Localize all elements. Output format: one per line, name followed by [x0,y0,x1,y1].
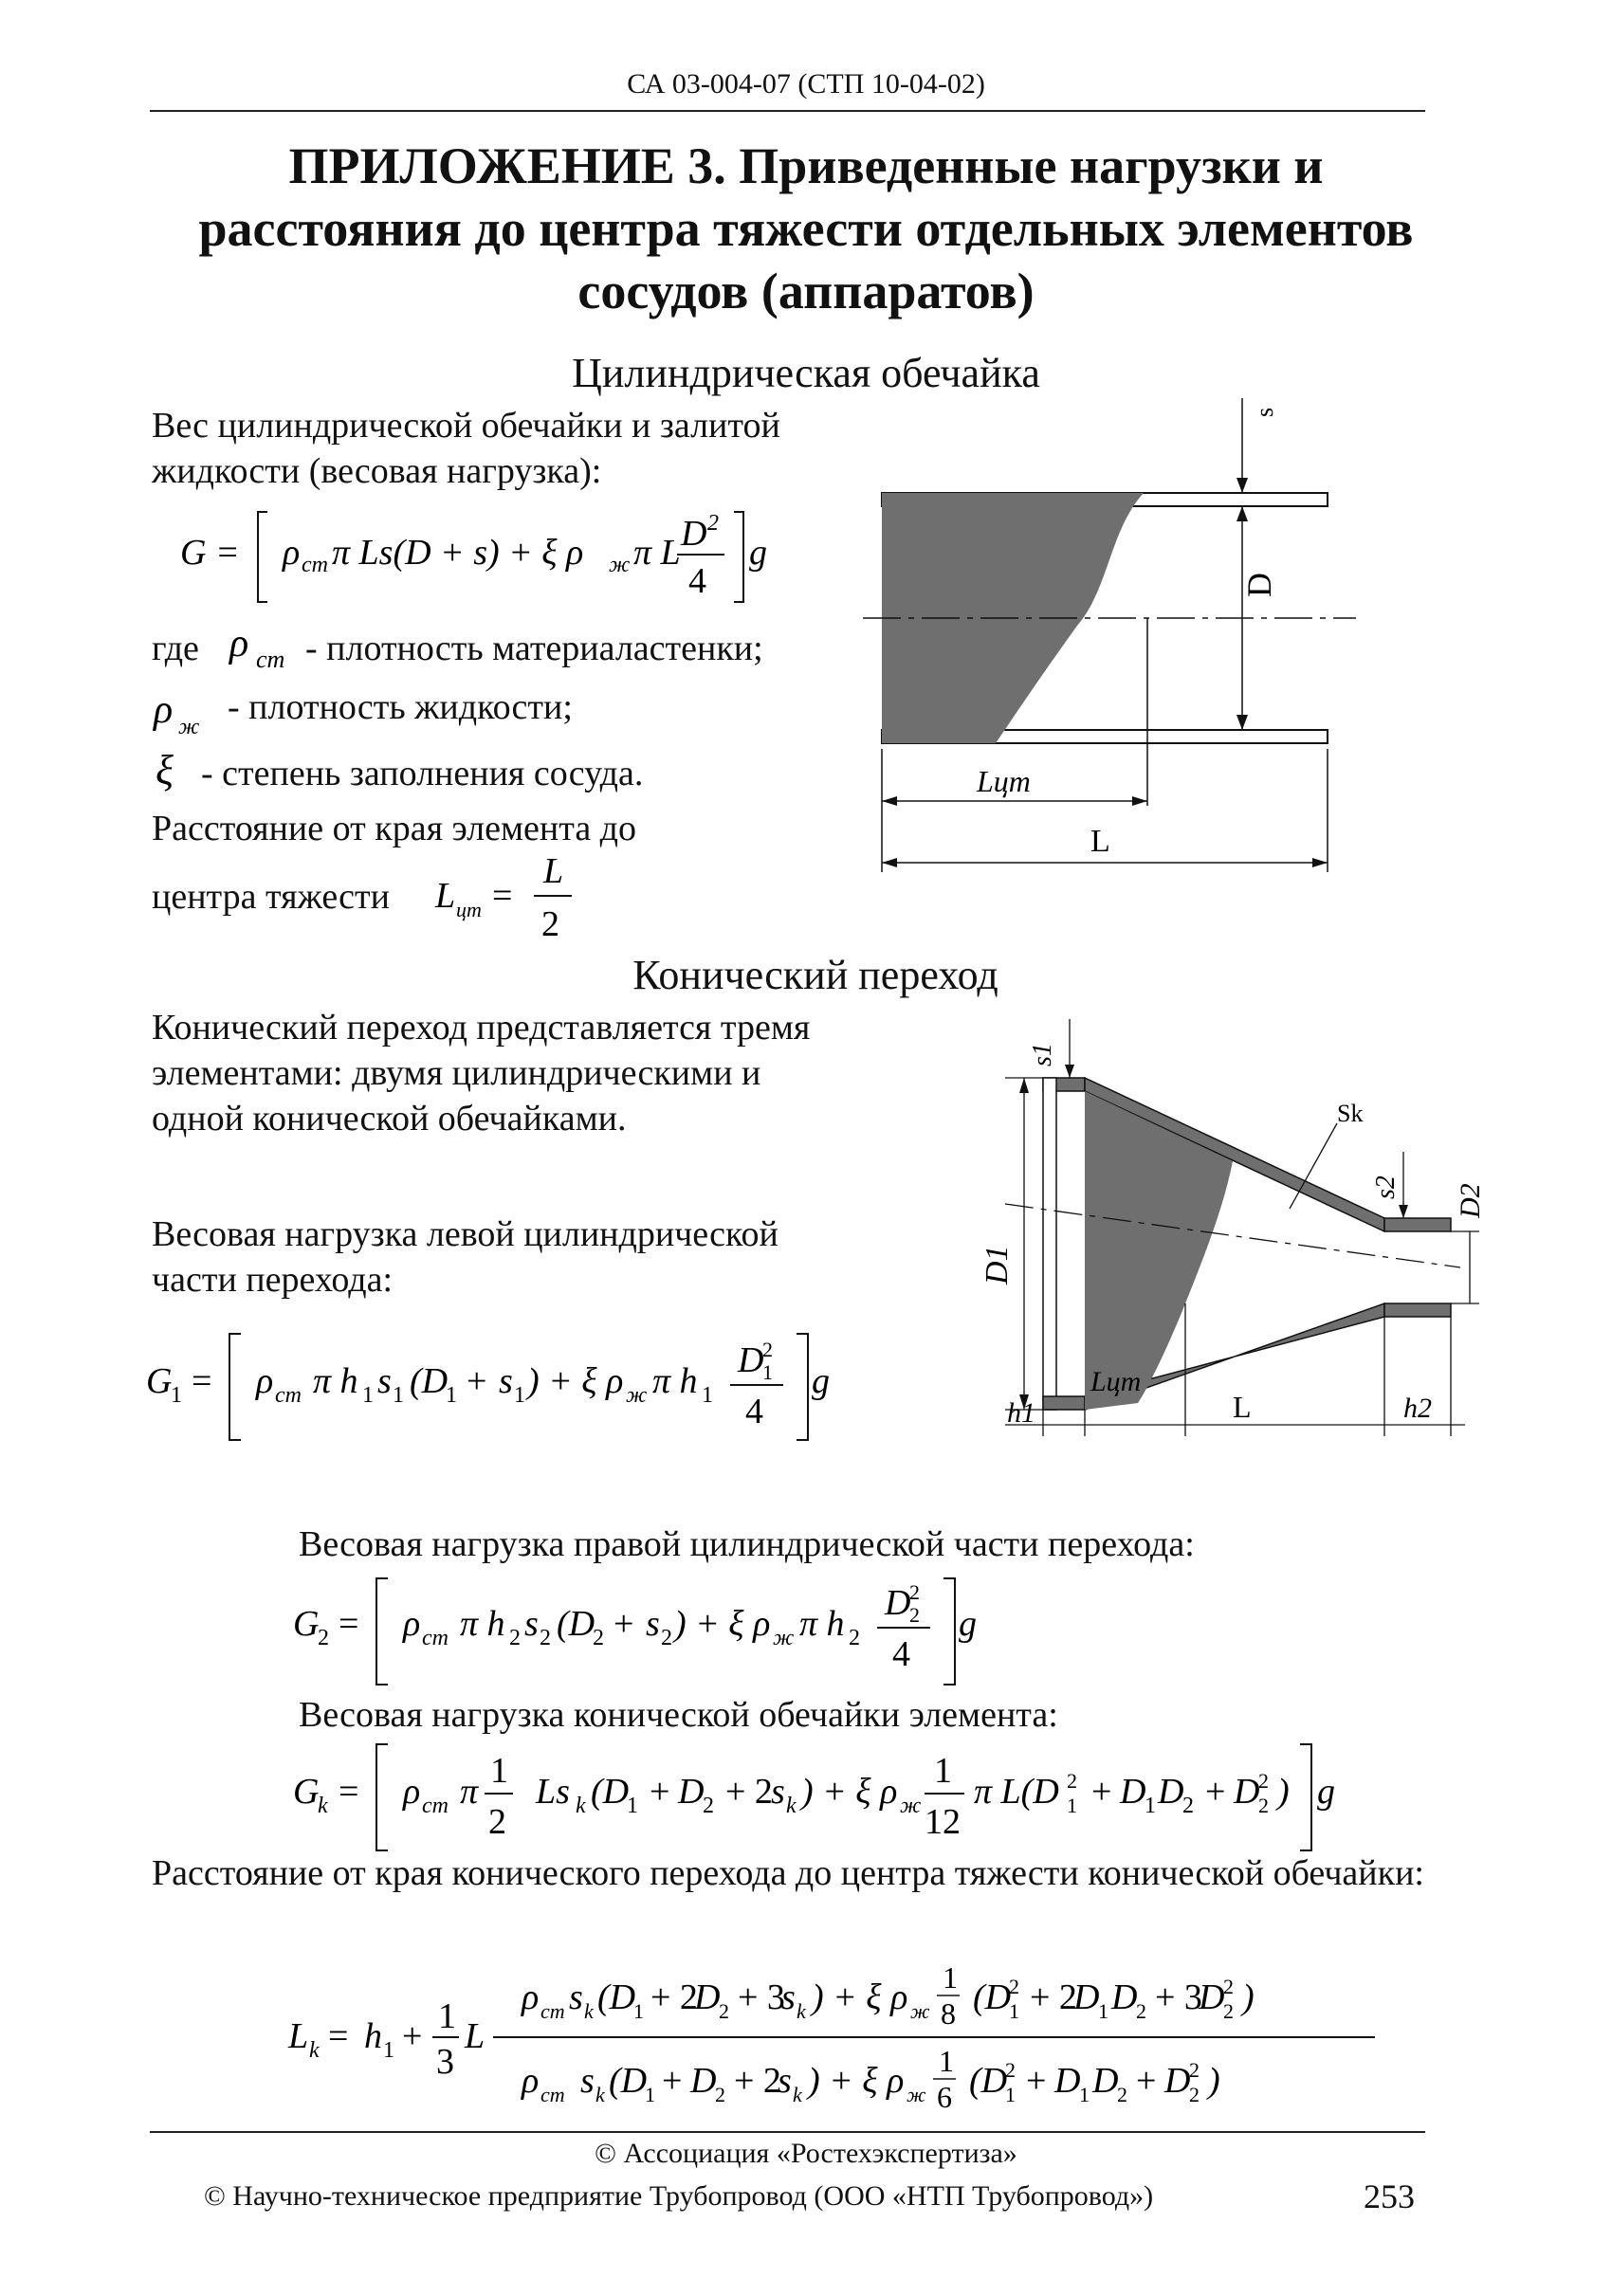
svg-text:cm: cm [275,1383,302,1408]
formula-cone-shell [289,1735,1503,1858]
svg-text:(D: (D [557,1604,595,1644]
svg-text:(D: (D [410,1361,449,1401]
cylinder-shell-figure [853,398,1441,901]
label-D1: D1 [980,1245,1015,1285]
svg-text:) + ξ ρ: ) + ξ ρ [812,1977,908,2017]
svg-text:ж: ж [626,1383,648,1408]
svg-text:+: + [402,2016,423,2056]
svg-text:D: D [690,2061,717,2101]
cylinder-intro: Вес цилиндрической обечайки и залитой жидкости (весовая нагрузка): [152,406,780,491]
svg-text:s: s [781,1977,796,2017]
svg-text:ж: ж [900,1794,922,1818]
svg-text:ж: ж [773,1626,795,1650]
svg-text:12: 12 [925,1802,961,1842]
svg-text:=: = [492,876,513,916]
svg-text:2: 2 [719,1999,729,2023]
svg-text:(D: (D [591,1772,630,1812]
svg-text:2: 2 [1223,1975,1234,1998]
label-s: s [1251,407,1278,417]
xi-description: - степень заполнения сосуда. [201,754,644,793]
svg-text:+ 2: + 2 [725,1772,773,1812]
svg-text:ρ: ρ [229,622,249,665]
svg-text:8: 8 [941,1996,956,2031]
svg-text:=: = [339,1772,359,1812]
svg-text:+: + [650,1772,670,1812]
svg-text:s: s [771,1772,785,1812]
svg-text:D: D [1158,1772,1184,1812]
svg-text:L: L [435,876,456,916]
svg-text:1: 1 [1067,1794,1077,1817]
formula-center-distance [431,848,593,953]
svg-text:=: = [328,2016,349,2056]
svg-text:D: D [885,1583,911,1623]
svg-text:g: g [1317,1772,1335,1812]
conical-transition-figure [948,1019,1486,1446]
svg-text:4: 4 [688,561,706,601]
svg-text:L: L [465,2016,485,2056]
svg-text:cm: cm [540,1999,565,2023]
svg-text:1: 1 [490,1751,508,1791]
where-label: где [152,629,199,668]
svg-text:2: 2 [509,1626,521,1650]
page-number: 253 [1364,2178,1415,2215]
svg-text:) + ξ ρ: ) + ξ ρ [801,1772,898,1812]
label-Sk: Sk [1337,1100,1364,1127]
svg-text:1: 1 [446,1383,457,1408]
svg-text:2: 2 [1117,2083,1127,2106]
label-cone-L: L [1233,1390,1252,1424]
svg-text:+: + [662,2061,683,2101]
svg-text:1: 1 [1009,1999,1019,2023]
svg-text:cm: cm [422,1626,449,1650]
svg-text:π h: π h [460,1604,505,1644]
svg-text:G: G [146,1361,173,1401]
svg-text:D: D [678,1772,705,1812]
svg-text:4: 4 [892,1634,910,1674]
label-Lct: Lцт [977,764,1031,798]
svg-text:): ) [1208,2061,1220,2101]
svg-text:1: 1 [633,1999,644,2023]
svg-text:+ 3: + 3 [1155,1977,1202,2017]
svg-text:k: k [584,1999,594,2023]
svg-text:(D: (D [597,1977,636,2017]
svg-text:+ 2: + 2 [734,2061,781,2101]
svg-text:3: 3 [436,2042,454,2082]
svg-text:2: 2 [849,1626,860,1650]
svg-text:D: D [1092,2061,1119,2101]
svg-text:ρ: ρ [522,2061,540,2101]
svg-text:s: s [499,1361,513,1401]
svg-text:ξ: ξ [156,747,174,793]
svg-text:2: 2 [1189,2083,1200,2106]
svg-text:π Ls(D + s) + ξ ρ: π Ls(D + s) + ξ ρ [332,533,584,573]
svg-text:ρ: ρ [403,1604,421,1644]
svg-text:h: h [364,2016,382,2056]
rho-st-symbol [228,618,303,675]
formula-left-cylinder [142,1322,863,1446]
svg-text:D: D [1199,1977,1225,2017]
svg-text:2: 2 [1182,1794,1194,1818]
svg-text:cm: cm [540,2083,565,2106]
svg-text:D: D [1054,2061,1081,2101]
svg-text:=: = [192,1361,212,1401]
footer-association: © Ассоциация «Ростехэкспертиза» [595,2138,1017,2169]
center-text: центра тяжести [152,877,390,917]
svg-text:k: k [793,2083,802,2106]
svg-text:2: 2 [1136,1999,1146,2023]
svg-text:1: 1 [934,1751,952,1791]
svg-text:cm: cm [422,1794,449,1818]
svg-text:4: 4 [745,1392,763,1431]
svg-text:L: L [543,851,564,891]
svg-text:+: + [1205,1772,1226,1812]
svg-text:g: g [812,1361,830,1401]
svg-text:k: k [576,1794,586,1818]
svg-text:ж: ж [609,553,631,577]
distance-text: Расстояние от края элемента до [152,809,637,848]
svg-text:ж: ж [910,1999,930,2023]
svg-text:2: 2 [909,1603,920,1627]
cone-part-text: Весовая нагрузка конической обечайки элемента: [299,1695,1058,1735]
svg-text:2: 2 [1223,1999,1234,2023]
svg-text:s: s [646,1604,660,1644]
svg-text:2: 2 [1009,1975,1019,1998]
svg-text:): ) [1242,1977,1255,2017]
svg-text:L: L [288,2016,309,2056]
svg-text:1: 1 [702,1383,713,1408]
svg-text:=: = [339,1604,359,1644]
svg-text:(D: (D [969,2061,1008,2101]
svg-text:D: D [1111,1977,1138,2017]
svg-text:ст: ст [302,553,328,577]
svg-text:+ 3: + 3 [738,1977,785,2017]
svg-text:π L: π L [633,533,681,573]
svg-text:1: 1 [1098,1999,1108,2023]
svg-text:g: g [749,533,767,573]
rho-st-description: - плотность материаластенки; [305,629,763,668]
svg-text:2: 2 [541,904,559,944]
footer-rule [150,2131,1425,2133]
svg-text:D: D [1073,1977,1100,2017]
svg-text:6: 6 [937,2080,952,2114]
formula-right-cylinder [289,1569,1010,1692]
svg-text:) + ξ ρ: ) + ξ ρ [674,1604,771,1644]
svg-text:π h: π h [313,1361,358,1401]
svg-text:1: 1 [1079,2083,1090,2106]
footer-company: © Научно-техническое предприятие Трубопровод (ООО «НТП Трубопровод») [204,2180,1154,2212]
svg-text:(D: (D [609,2061,648,2101]
svg-text:k: k [595,2083,605,2106]
svg-text:s: s [377,1361,392,1401]
svg-text:π h: π h [652,1361,698,1401]
svg-text:+: + [467,1361,487,1401]
svg-text:1: 1 [939,2044,954,2078]
svg-text:+: + [1026,2061,1047,2101]
svg-text:+: + [1136,2061,1157,2101]
svg-text:2: 2 [703,1794,714,1818]
svg-text:k: k [786,1794,797,1818]
svg-text:1: 1 [627,1794,638,1818]
svg-text:) + ξ ρ: ) + ξ ρ [808,2061,905,2101]
svg-text:cm: cm [256,646,285,673]
svg-text:k: k [309,2038,320,2063]
svg-text:2: 2 [1005,2058,1016,2082]
label-s1: s1 [1028,1043,1057,1066]
svg-text:G: G [293,1772,320,1812]
svg-text:s: s [580,2061,595,2101]
svg-text:2: 2 [707,511,719,536]
svg-text:π h: π h [799,1604,845,1644]
document-code: СА 03-004-07 (СТП 10-04-02) [627,68,985,100]
label-cone-Lct: Lцт [1090,1366,1142,1397]
label-s2: s2 [1371,1175,1401,1199]
svg-text:ρ: ρ [154,688,174,732]
label-h1: h1 [1007,1397,1035,1429]
page-title: ПРИЛОЖЕНИЕ 3. Приведенные нагрузки и расстояния до центра тяжести отдельных элементов сосудов (аппаратов) [198,137,1414,319]
svg-text:2: 2 [1258,1769,1269,1793]
svg-text:1: 1 [762,1360,773,1384]
svg-text:ρ: ρ [283,533,301,573]
svg-text:2: 2 [762,1338,773,1361]
label-h2: h2 [1403,1393,1432,1424]
svg-text:2: 2 [1189,2058,1200,2082]
svg-text:+: + [1091,1772,1112,1812]
formula-cylinder-weight [180,498,825,611]
svg-text:1: 1 [645,2083,655,2106]
svg-text:D: D [1164,2061,1191,2101]
label-D: D [1240,573,1278,597]
svg-text:+ 2: + 2 [650,1977,698,2017]
svg-text:D: D [738,1340,764,1380]
rho-zh-symbol [152,684,228,741]
svg-text:) + ξ ρ: ) + ξ ρ [527,1361,624,1401]
svg-text:ж: ж [178,715,200,739]
svg-text:2: 2 [488,1802,506,1842]
cone-distance-text: Расстояние от края конического перехода до центра тяжести конической обечайки: [152,1853,1424,1893]
right-part-text: Весовая нагрузка правой цилиндрической части перехода: [299,1524,1195,1564]
svg-text:2: 2 [909,1580,920,1604]
svg-text:1: 1 [362,1383,374,1408]
label-D2: D2 [1455,1183,1486,1218]
svg-text:Ls: Ls [536,1772,570,1812]
svg-text:k: k [318,1794,328,1818]
svg-text:π: π [460,1772,479,1812]
header-rule [150,110,1425,112]
svg-text:+ 2: + 2 [1030,1977,1077,2017]
svg-text:1: 1 [438,1996,456,2036]
section-heading-cone: Конический переход [632,952,998,998]
svg-text:s: s [778,2061,792,2101]
left-part-text: Весовая нагрузка левой цилиндрической части перехода: [152,1214,779,1300]
svg-text:1: 1 [383,2038,394,2063]
svg-text:): ) [1277,1772,1290,1812]
svg-text:2: 2 [318,1626,329,1650]
rho-zh-description: - плотность жидкости; [228,687,573,727]
svg-text:ρ: ρ [522,1977,540,2017]
svg-text:π L(D: π L(D [974,1772,1059,1812]
label-L: L [1090,824,1110,859]
svg-text:1: 1 [171,1383,182,1408]
svg-text:2: 2 [593,1626,604,1650]
svg-text:s: s [524,1604,539,1644]
svg-text:2: 2 [540,1626,551,1650]
svg-text:D: D [1120,1772,1146,1812]
svg-text:D: D [1234,1772,1260,1812]
svg-text:1: 1 [1005,2083,1016,2106]
svg-text:G =: G = [180,533,240,573]
svg-text:D: D [681,514,707,554]
svg-text:2: 2 [715,2083,725,2106]
svg-text:G: G [293,1604,320,1644]
svg-text:ρ: ρ [403,1772,421,1812]
svg-text:1: 1 [1145,1794,1156,1818]
svg-text:(D: (D [973,1977,1012,2017]
svg-text:1: 1 [514,1383,525,1408]
cone-intro: Конический переход представляется тремя элементами: двумя цилиндрическими и одной конической обечайками. [152,1008,811,1139]
formula-cone-center [284,1948,1422,2128]
svg-text:2: 2 [1258,1794,1269,1817]
svg-text:D: D [694,1977,721,2017]
svg-text:2: 2 [661,1626,672,1650]
svg-text:g: g [959,1604,977,1644]
svg-text:ρ: ρ [256,1361,274,1401]
svg-text:цт: цт [456,898,482,921]
section-heading-cylinder: Цилиндрическая обечайка [572,350,1040,396]
svg-text:s: s [569,1977,583,2017]
svg-text:1: 1 [943,1960,958,1995]
svg-text:2: 2 [1067,1769,1077,1793]
svg-text:+: + [614,1604,634,1644]
svg-text:ж: ж [907,2083,926,2106]
svg-text:1: 1 [393,1383,404,1408]
xi-symbol [152,744,199,801]
svg-text:k: k [797,1999,806,2023]
